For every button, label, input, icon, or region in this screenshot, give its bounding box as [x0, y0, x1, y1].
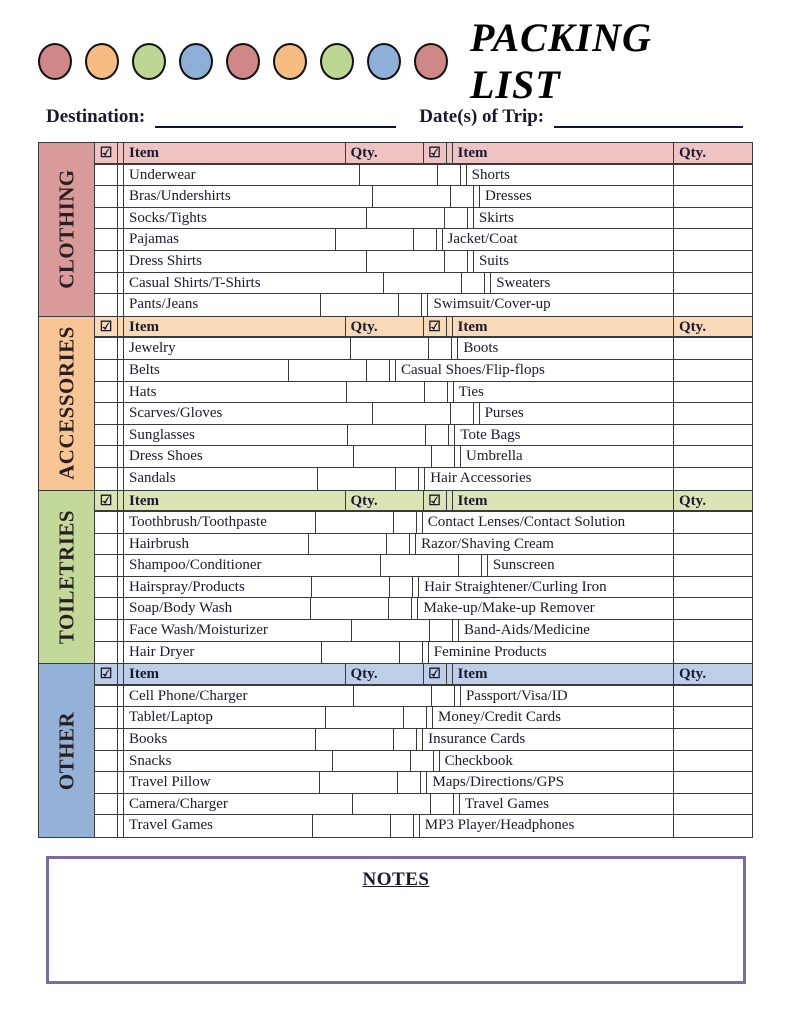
- category-label-other: [39, 664, 95, 837]
- item-label: Hats: [124, 382, 347, 404]
- decorative-circles: [38, 43, 448, 80]
- column-header-row: [95, 491, 752, 513]
- item-checkbox[interactable]: [426, 425, 449, 447]
- table-row: [95, 815, 752, 837]
- item-checkbox[interactable]: [95, 772, 118, 794]
- item-checkbox[interactable]: [411, 751, 434, 773]
- item-checkbox[interactable]: [95, 686, 118, 708]
- item-checkbox[interactable]: [95, 273, 118, 295]
- table-row: [95, 446, 752, 468]
- item-label: Hairspray/Products: [124, 577, 312, 599]
- section-grid: [95, 491, 752, 664]
- item-checkbox[interactable]: [389, 598, 412, 620]
- item-checkbox[interactable]: [400, 642, 423, 664]
- item-label: Tote Bags: [455, 425, 674, 447]
- qty-input[interactable]: [333, 751, 411, 773]
- item-checkbox[interactable]: [95, 729, 118, 751]
- checkbox-check-icon: ☑: [99, 146, 113, 161]
- item-label: Travel Games: [124, 815, 313, 837]
- dates-input[interactable]: [554, 110, 743, 128]
- destination-input[interactable]: [155, 110, 396, 128]
- item-label: Checkbook: [440, 751, 674, 773]
- notes-label: NOTES: [362, 869, 430, 890]
- qty-input[interactable]: [326, 707, 404, 729]
- item-checkbox[interactable]: [95, 512, 118, 534]
- table-row: [95, 751, 752, 773]
- item-label: Sweaters: [491, 273, 674, 295]
- qty-input[interactable]: [321, 294, 399, 316]
- item-label: Jewelry: [124, 338, 351, 360]
- header-checkbox-icon-right: [424, 143, 447, 165]
- header-checkbox-icon-left: [95, 491, 118, 513]
- item-label: Soap/Body Wash: [124, 598, 311, 620]
- item-label: Dress Shirts: [124, 251, 367, 273]
- decorative-circle-icon: [38, 43, 72, 80]
- item-checkbox[interactable]: [95, 794, 118, 816]
- table-row: [95, 186, 752, 208]
- item-label: Underwear: [124, 165, 360, 187]
- decorative-circle-icon: [226, 43, 260, 80]
- header-checkbox-icon-left: [95, 664, 118, 686]
- qty-input[interactable]: [674, 229, 752, 251]
- header-qty-left: Qty.: [346, 491, 424, 513]
- header-item-right: Item: [453, 664, 675, 686]
- item-label: Cell Phone/Charger: [124, 686, 354, 708]
- section-grid: [95, 664, 752, 837]
- item-checkbox[interactable]: [95, 534, 118, 556]
- section-toiletries: [39, 491, 752, 665]
- item-checkbox[interactable]: [451, 186, 474, 208]
- item-checkbox[interactable]: [95, 555, 118, 577]
- item-label: Shampoo/Conditioner: [124, 555, 381, 577]
- item-label: Sandals: [124, 468, 318, 490]
- qty-input[interactable]: [674, 446, 752, 468]
- qty-input[interactable]: [674, 772, 752, 794]
- page-title: PACKING LIST: [470, 15, 652, 107]
- qty-input[interactable]: [674, 751, 752, 773]
- decorative-circle-icon: [179, 43, 213, 80]
- table-row: [95, 707, 752, 729]
- qty-input[interactable]: [674, 707, 752, 729]
- item-checkbox[interactable]: [95, 620, 118, 642]
- table-row: [95, 555, 752, 577]
- table-row: [95, 577, 752, 599]
- item-checkbox[interactable]: [462, 273, 485, 295]
- table-row: [95, 338, 752, 360]
- item-checkbox[interactable]: [95, 642, 118, 664]
- item-checkbox[interactable]: [95, 815, 118, 837]
- item-label: Dresses: [480, 186, 674, 208]
- table-row: [95, 468, 752, 490]
- item-checkbox[interactable]: [429, 338, 452, 360]
- decorative-circle-icon: [85, 43, 119, 80]
- item-checkbox[interactable]: [445, 208, 468, 230]
- table-row: [95, 425, 752, 447]
- table-row: [95, 294, 752, 316]
- decorative-circle-icon: [367, 43, 401, 80]
- item-checkbox[interactable]: [391, 815, 414, 837]
- checkbox-check-icon: ☑: [428, 667, 441, 683]
- qty-input[interactable]: [316, 729, 394, 751]
- item-checkbox[interactable]: [95, 186, 118, 208]
- item-label: Hair Accessories: [425, 468, 674, 490]
- item-checkbox[interactable]: [390, 577, 413, 599]
- qty-input[interactable]: [360, 165, 438, 187]
- item-label: Sunscreen: [488, 555, 674, 577]
- item-checkbox[interactable]: [95, 446, 118, 468]
- item-label: Purses: [480, 403, 674, 425]
- table-row: [95, 642, 752, 664]
- qty-input[interactable]: [367, 208, 445, 230]
- header-checkbox-icon-left: [95, 143, 118, 165]
- checkbox-check-icon: ☑: [428, 493, 441, 509]
- header-checkbox-icon-right: [424, 491, 447, 513]
- notes-box[interactable]: [46, 856, 746, 984]
- qty-input[interactable]: [674, 338, 752, 360]
- header-qty-left: Qty.: [346, 317, 424, 339]
- qty-input[interactable]: [674, 403, 752, 425]
- item-label: Umbrella: [461, 446, 674, 468]
- item-label: Shorts: [467, 165, 674, 187]
- table-row: [95, 686, 752, 708]
- item-checkbox[interactable]: [95, 598, 118, 620]
- qty-input[interactable]: [674, 815, 752, 837]
- qty-input[interactable]: [309, 534, 387, 556]
- item-label: Travel Pillow: [124, 772, 320, 794]
- item-checkbox[interactable]: [95, 425, 118, 447]
- header-item-left: Item: [124, 491, 346, 513]
- item-checkbox[interactable]: [95, 294, 118, 316]
- item-label: Hairbrush: [124, 534, 309, 556]
- header-checkbox-icon-left: [95, 317, 118, 339]
- checkbox-check-icon: ☑: [99, 319, 113, 335]
- qty-input[interactable]: [320, 772, 398, 794]
- qty-input[interactable]: [674, 165, 752, 187]
- header-qty-right: Qty.: [674, 317, 752, 339]
- qty-input[interactable]: [674, 642, 752, 664]
- table-row: [95, 403, 752, 425]
- item-label: Pants/Jeans: [124, 294, 321, 316]
- table-row: [95, 273, 752, 295]
- item-checkbox[interactable]: [387, 534, 410, 556]
- item-checkbox[interactable]: [399, 294, 422, 316]
- item-checkbox[interactable]: [394, 729, 417, 751]
- item-label: Insurance Cards: [423, 729, 674, 751]
- qty-input[interactable]: [313, 815, 391, 837]
- qty-input[interactable]: [674, 360, 752, 382]
- item-label: Scarves/Gloves: [124, 403, 373, 425]
- decorative-circle-icon: [273, 43, 307, 80]
- item-checkbox[interactable]: [438, 165, 461, 187]
- qty-input[interactable]: [674, 512, 752, 534]
- item-checkbox[interactable]: [431, 794, 454, 816]
- item-checkbox[interactable]: [451, 403, 474, 425]
- table-row: [95, 729, 752, 751]
- item-checkbox[interactable]: [404, 707, 427, 729]
- category-label-text: OTHER: [54, 711, 78, 790]
- column-header-row: [95, 664, 752, 686]
- item-checkbox[interactable]: [95, 751, 118, 773]
- item-label: Snacks: [124, 751, 333, 773]
- qty-input[interactable]: [353, 794, 431, 816]
- header-item-right: Item: [453, 317, 675, 339]
- table-row: [95, 772, 752, 794]
- item-label: Skirts: [474, 208, 674, 230]
- masthead: [38, 15, 753, 107]
- checkbox-check-icon: ☑: [428, 319, 441, 335]
- qty-input[interactable]: [674, 468, 752, 490]
- item-checkbox[interactable]: [432, 446, 455, 468]
- table-row: [95, 382, 752, 404]
- item-label: Toothbrush/Toothpaste: [124, 512, 316, 534]
- section-grid: [95, 317, 752, 490]
- item-checkbox[interactable]: [394, 512, 417, 534]
- section-accessories: [39, 317, 752, 491]
- header-item-right: Item: [453, 143, 675, 165]
- qty-input[interactable]: [674, 294, 752, 316]
- category-label-toiletries: [39, 491, 95, 664]
- item-checkbox[interactable]: [95, 403, 118, 425]
- item-label: MP3 Player/Headphones: [420, 815, 674, 837]
- header-qty-left: Qty.: [346, 664, 424, 686]
- category-label-text: CLOTHING: [54, 169, 78, 290]
- table-row: [95, 512, 752, 534]
- item-label: Casual Shoes/Flip-flops: [396, 360, 674, 382]
- item-label: Money/Credit Cards: [433, 707, 674, 729]
- header-item-left: Item: [124, 143, 346, 165]
- qty-input[interactable]: [674, 534, 752, 556]
- header-checkbox-icon-right: [424, 664, 447, 686]
- column-header-row: [95, 143, 752, 165]
- qty-input[interactable]: [674, 186, 752, 208]
- qty-input[interactable]: [674, 794, 752, 816]
- item-label: Dress Shoes: [124, 446, 354, 468]
- item-label: Socks/Tights: [124, 208, 367, 230]
- item-checkbox[interactable]: [95, 338, 118, 360]
- section-grid: [95, 143, 752, 316]
- packing-table: [38, 142, 753, 838]
- column-header-row: [95, 317, 752, 339]
- dates-label: Date(s) of Trip:: [419, 106, 545, 127]
- table-row: [95, 794, 752, 816]
- item-checkbox[interactable]: [459, 555, 482, 577]
- table-row: [95, 534, 752, 556]
- item-label: Belts: [124, 360, 289, 382]
- item-checkbox[interactable]: [95, 360, 118, 382]
- item-checkbox[interactable]: [95, 251, 118, 273]
- item-checkbox[interactable]: [396, 468, 419, 490]
- checkbox-check-icon: ☑: [99, 667, 113, 683]
- item-label: Camera/Charger: [124, 794, 353, 816]
- table-row: [95, 208, 752, 230]
- item-label: Hair Straightener/Curling Iron: [419, 577, 674, 599]
- item-label: Sunglasses: [124, 425, 348, 447]
- item-label: Hair Dryer: [124, 642, 322, 664]
- item-label: Maps/Directions/GPS: [427, 772, 674, 794]
- qty-input[interactable]: [351, 338, 429, 360]
- header-qty-left: Qty.: [346, 143, 424, 165]
- qty-input[interactable]: [336, 229, 414, 251]
- section-other: [39, 664, 752, 837]
- qty-input[interactable]: [674, 686, 752, 708]
- qty-input[interactable]: [312, 577, 390, 599]
- header-checkbox-icon-right: [424, 317, 447, 339]
- item-label: Travel Games: [460, 794, 674, 816]
- category-label-clothing: [39, 143, 95, 316]
- section-clothing: [39, 143, 752, 317]
- item-checkbox[interactable]: [432, 686, 455, 708]
- checkbox-check-icon: ☑: [99, 493, 113, 509]
- item-label: Ties: [454, 382, 674, 404]
- qty-input[interactable]: [674, 729, 752, 751]
- item-label: Swimsuit/Cover-up: [428, 294, 674, 316]
- qty-input[interactable]: [674, 273, 752, 295]
- item-checkbox[interactable]: [414, 229, 437, 251]
- item-label: Jacket/Coat: [443, 229, 675, 251]
- table-row: [95, 165, 752, 187]
- qty-input[interactable]: [316, 512, 394, 534]
- item-checkbox[interactable]: [430, 620, 453, 642]
- qty-input[interactable]: [381, 555, 459, 577]
- qty-input[interactable]: [311, 598, 389, 620]
- qty-input[interactable]: [384, 273, 462, 295]
- qty-input[interactable]: [322, 642, 400, 664]
- category-label-text: TOILETRIES: [54, 509, 78, 644]
- destination-label: Destination:: [46, 106, 146, 127]
- item-checkbox[interactable]: [95, 208, 118, 230]
- category-label-text: ACCESSORIES: [54, 326, 78, 480]
- item-label: Razor/Shaving Cream: [416, 534, 674, 556]
- qty-input[interactable]: [354, 686, 432, 708]
- qty-input[interactable]: [674, 555, 752, 577]
- item-label: Feminine Products: [429, 642, 674, 664]
- header-item-left: Item: [124, 664, 346, 686]
- item-checkbox[interactable]: [95, 165, 118, 187]
- category-label-accessories: [39, 317, 95, 490]
- qty-input[interactable]: [674, 598, 752, 620]
- header-item-left: Item: [124, 317, 346, 339]
- item-label: Boots: [458, 338, 674, 360]
- item-label: Make-up/Make-up Remover: [418, 598, 674, 620]
- table-row: [95, 360, 752, 382]
- item-checkbox[interactable]: [367, 360, 390, 382]
- item-label: Passport/Visa/ID: [461, 686, 674, 708]
- decorative-circle-icon: [414, 43, 448, 80]
- qty-input[interactable]: [373, 186, 451, 208]
- qty-input[interactable]: [674, 251, 752, 273]
- decorative-circle-icon: [132, 43, 166, 80]
- item-label: Books: [124, 729, 316, 751]
- decorative-circle-icon: [320, 43, 354, 80]
- qty-input[interactable]: [674, 208, 752, 230]
- qty-input[interactable]: [373, 403, 451, 425]
- qty-input[interactable]: [348, 425, 426, 447]
- qty-input[interactable]: [674, 620, 752, 642]
- item-label: Band-Aids/Medicine: [459, 620, 674, 642]
- item-label: Tablet/Laptop: [124, 707, 326, 729]
- item-checkbox[interactable]: [425, 382, 448, 404]
- qty-input[interactable]: [352, 620, 430, 642]
- header-item-right: Item: [453, 491, 675, 513]
- qty-input[interactable]: [674, 382, 752, 404]
- item-label: Pajamas: [124, 229, 336, 251]
- item-checkbox[interactable]: [398, 772, 421, 794]
- table-row: [95, 598, 752, 620]
- qty-input[interactable]: [347, 382, 425, 404]
- qty-input[interactable]: [674, 577, 752, 599]
- item-label: Face Wash/Moisturizer: [124, 620, 352, 642]
- qty-input[interactable]: [674, 425, 752, 447]
- qty-input[interactable]: [318, 468, 396, 490]
- qty-input[interactable]: [367, 251, 445, 273]
- item-checkbox[interactable]: [95, 577, 118, 599]
- item-label: Bras/Undershirts: [124, 186, 373, 208]
- header-qty-right: Qty.: [674, 491, 752, 513]
- item-label: Suits: [474, 251, 674, 273]
- header-qty-right: Qty.: [674, 664, 752, 686]
- table-row: [95, 620, 752, 642]
- qty-input[interactable]: [289, 360, 367, 382]
- item-label: Casual Shirts/T-Shirts: [124, 273, 384, 295]
- item-checkbox[interactable]: [445, 251, 468, 273]
- header-qty-right: Qty.: [674, 143, 752, 165]
- table-row: [95, 251, 752, 273]
- item-checkbox[interactable]: [95, 707, 118, 729]
- item-checkbox[interactable]: [95, 468, 118, 490]
- qty-input[interactable]: [354, 446, 432, 468]
- table-row: [95, 229, 752, 251]
- item-label: Contact Lenses/Contact Solution: [423, 512, 674, 534]
- item-checkbox[interactable]: [95, 382, 118, 404]
- checkbox-check-icon: ☑: [428, 146, 441, 161]
- item-checkbox[interactable]: [95, 229, 118, 251]
